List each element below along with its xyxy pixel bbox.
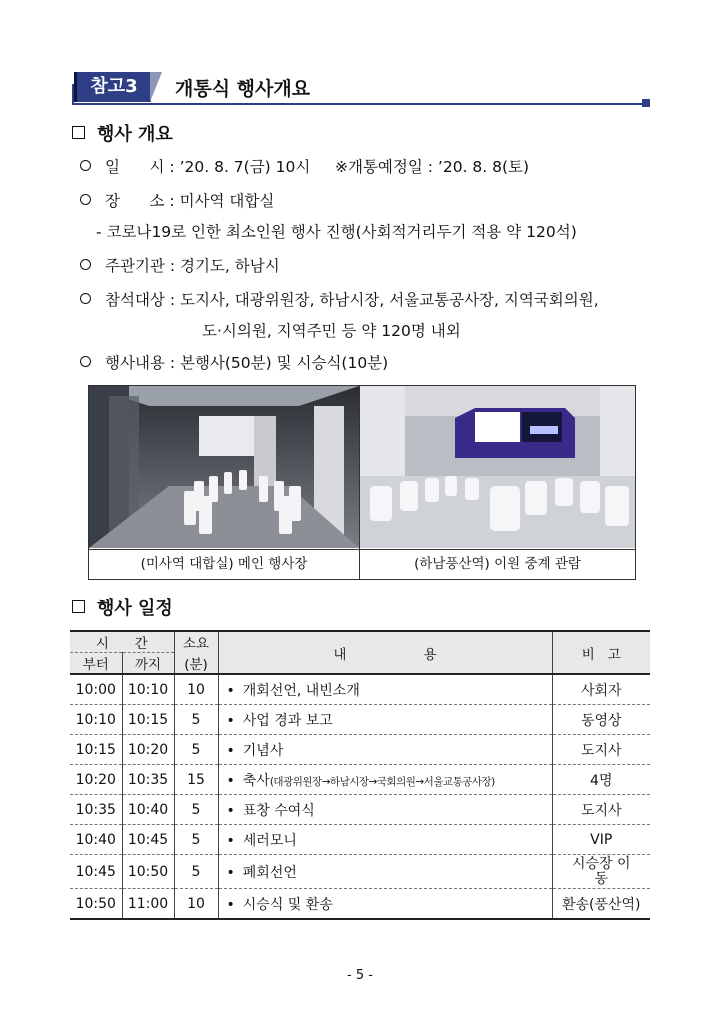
overview-attendees-cont: 도·시의원, 지역주민 등 약 120명 내외 — [202, 322, 461, 340]
table-row — [70, 855, 650, 889]
col-from: 부터 — [70, 653, 122, 675]
row-duration: 5 — [174, 795, 218, 825]
row-to: 10:35 — [122, 765, 174, 795]
table-row — [70, 674, 650, 705]
row-to: 10:40 — [122, 795, 174, 825]
table-row — [70, 825, 650, 855]
overview-host: 주관기관 : 경기도, 하남시 — [80, 254, 280, 276]
circle-bullet-icon — [80, 293, 91, 304]
col-content: 내 용 — [218, 631, 552, 674]
row-to: 10:15 — [122, 705, 174, 735]
row-content: • 축사(대광위원장→하남시장→국회의원→서울교통공사장) — [218, 765, 552, 795]
row-note: 사회자 — [552, 674, 650, 705]
page-title: 개통식 행사개요 — [175, 78, 311, 100]
row-to: 10:45 — [122, 825, 174, 855]
section-header — [72, 70, 650, 108]
row-note: 동영상 — [552, 705, 650, 735]
checkbox-square-icon — [72, 126, 85, 139]
row-duration: 10 — [174, 674, 218, 705]
overview-place-note: - 코로나19로 인한 최소인원 행사 진행(사회적거리두기 적용 약 120석) — [96, 223, 577, 241]
row-to: 10:50 — [122, 855, 174, 889]
row-from: 10:40 — [70, 825, 122, 855]
overview-date: 일 시 : ’20. 8. 7(금) 10시 ※개통예정일 : ’20. 8. 8(토) — [80, 155, 529, 177]
row-content: • 사업 경과 보고 — [218, 705, 552, 735]
congrats-order: (대광위원장→하남시장→국회의원→서울교통공사장) — [269, 775, 495, 788]
photo-main-hall — [88, 385, 360, 580]
row-from: 10:10 — [70, 705, 122, 735]
row-from: 10:50 — [70, 889, 122, 920]
row-note: 환송(풍산역) — [552, 889, 650, 920]
overview-content: 행사내용 : 본행사(50분) 및 시승식(10분) — [80, 351, 388, 373]
row-to: 11:00 — [122, 889, 174, 920]
photo-remote-viewing — [359, 385, 636, 580]
main-hall-image — [89, 386, 359, 548]
table-row — [70, 889, 650, 920]
row-duration: 15 — [174, 765, 218, 795]
row-content: • 폐회선언 — [218, 855, 552, 889]
checkbox-square-icon — [72, 600, 85, 613]
circle-bullet-icon — [80, 160, 91, 171]
circle-bullet-icon — [80, 194, 91, 205]
circle-bullet-icon — [80, 356, 91, 367]
row-to: 10:10 — [122, 674, 174, 705]
col-duration: 소요 — [174, 631, 218, 653]
row-duration: 5 — [174, 825, 218, 855]
row-note: 시승장 이동 — [552, 855, 650, 889]
header-underline — [72, 103, 644, 105]
col-to: 까지 — [122, 653, 174, 675]
row-note: VIP — [552, 825, 650, 855]
row-from: 10:15 — [70, 735, 122, 765]
row-duration: 5 — [174, 705, 218, 735]
row-from: 10:45 — [70, 855, 122, 889]
badge-arrow — [150, 72, 162, 102]
col-time: 시 간 — [70, 631, 174, 653]
circle-bullet-icon — [80, 259, 91, 270]
row-to: 10:20 — [122, 735, 174, 765]
row-note: 도지사 — [552, 735, 650, 765]
row-content: • 개회선언, 내빈소개 — [218, 674, 552, 705]
table-row — [70, 705, 650, 735]
row-from: 10:20 — [70, 765, 122, 795]
schedule-table — [70, 630, 650, 920]
schedule-heading: 행사 일정 — [72, 594, 173, 620]
table-row — [70, 765, 650, 795]
row-duration: 5 — [174, 855, 218, 889]
photo-caption: (하남풍산역) 이원 중계 관람 — [360, 549, 635, 579]
col-note: 비 고 — [552, 631, 650, 674]
page-number: - 5 - — [347, 968, 373, 983]
row-from: 10:00 — [70, 674, 122, 705]
row-content: • 시승식 및 환송 — [218, 889, 552, 920]
header-square — [642, 99, 650, 107]
overview-heading: 행사 개요 — [72, 120, 173, 146]
reference-badge: 참고3 — [74, 72, 151, 102]
col-duration-unit: (분) — [174, 653, 218, 675]
table-row — [70, 795, 650, 825]
table-row — [70, 735, 650, 765]
remote-viewing-image — [360, 386, 635, 548]
row-note: 도지사 — [552, 795, 650, 825]
row-note: 4명 — [552, 765, 650, 795]
row-content: • 표창 수여식 — [218, 795, 552, 825]
row-from: 10:35 — [70, 795, 122, 825]
row-duration: 5 — [174, 735, 218, 765]
overview-attendees: 참석대상 : 도지사, 대광위원장, 하남시장, 서울교통공사장, 지역국회의원, — [80, 288, 599, 310]
row-content: • 세러모니 — [218, 825, 552, 855]
row-duration: 10 — [174, 889, 218, 920]
overview-place: 장 소 : 미사역 대합실 — [80, 189, 274, 211]
row-content: • 기념사 — [218, 735, 552, 765]
photo-caption: (미사역 대합실) 메인 행사장 — [89, 549, 359, 579]
